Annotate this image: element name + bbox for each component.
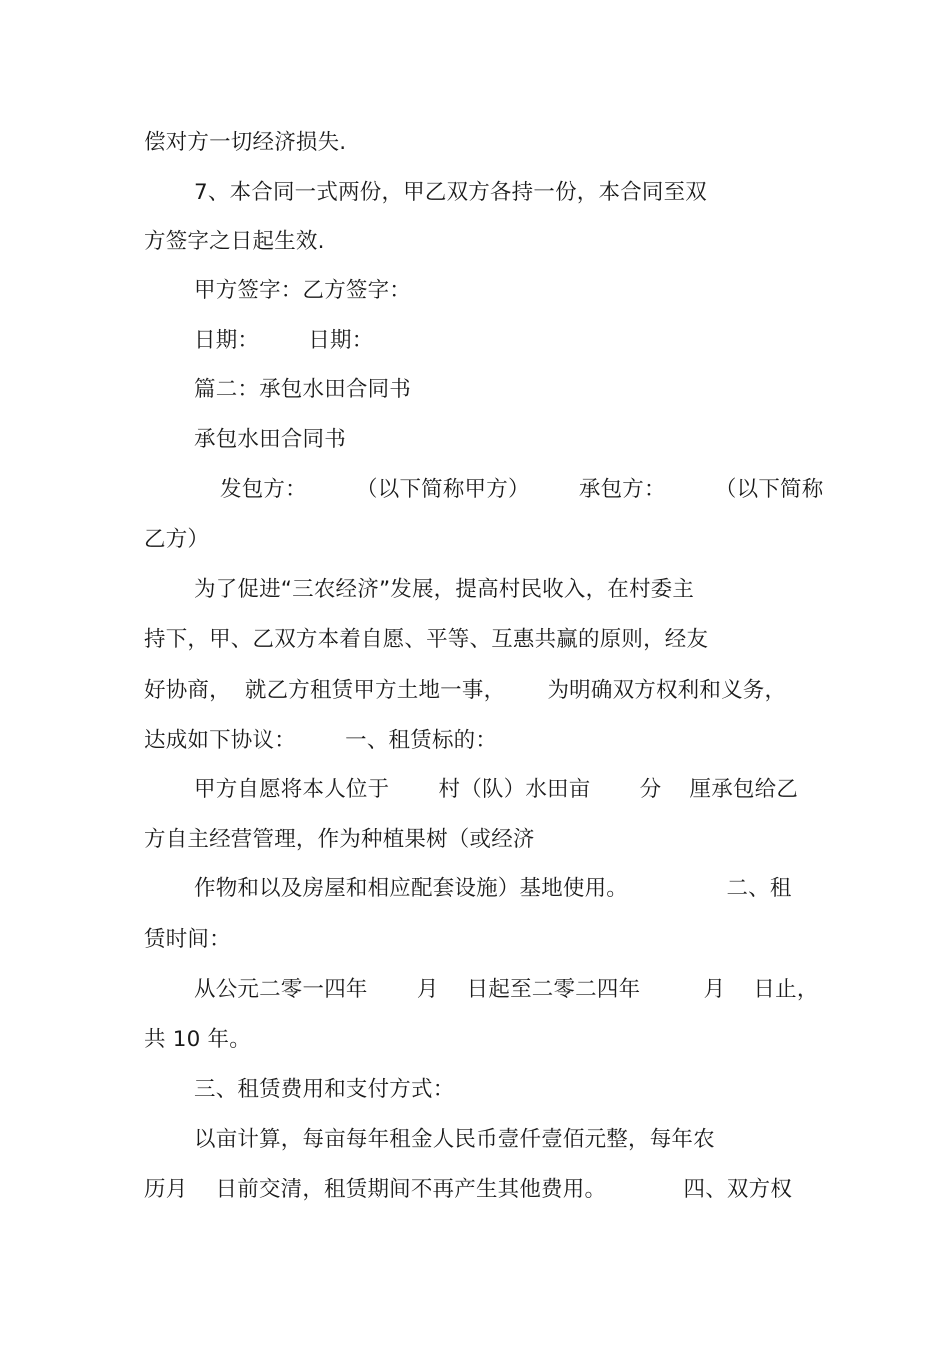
text-line: 历月 日前交清，租赁期间不再产生其他费用。 四、双方权 xyxy=(144,1177,793,1202)
text-line: 好协商， 就乙方租赁甲方土地一事， 为明确双方权利和义务， xyxy=(144,678,787,703)
text-line: 偿对方一切经济损失. xyxy=(144,130,347,155)
text-line: 方签字之日起生效. xyxy=(144,229,325,254)
text-line: 为了促进“三农经济”发展，提高村民收入，在村委主 xyxy=(194,577,695,602)
text-line: 承包水田合同书 xyxy=(194,427,346,452)
text-line: 日期： 日期： xyxy=(194,328,374,353)
text-line: 甲方自愿将本人位于 村（队）水田亩 分 厘承包给乙 xyxy=(194,777,799,802)
text-line: 三、租赁费用和支付方式： xyxy=(194,1077,455,1102)
text-line: 甲方签字：乙方签字： xyxy=(194,278,412,303)
text-line: 以亩计算，每亩每年租金人民币壹仟壹佰元整，每年农 xyxy=(194,1127,715,1152)
text-line: 方自主经营管理，作为种植果树（或经济 xyxy=(144,827,535,852)
text-line: 作物和以及房屋和相应配套设施）基地使用。 二、租 xyxy=(194,876,792,901)
text-line: 篇二：承包水田合同书 xyxy=(194,377,412,402)
text-line: 持下，甲、乙双方本着自愿、平等、互惠共赢的原则，经友 xyxy=(144,627,709,652)
text-line: 发包方： （以下简称甲方） 承包方： （以下简称 xyxy=(220,477,824,502)
text-line: 赁时间： xyxy=(144,927,231,952)
text-line: 达成如下协议： 一、租赁标的： xyxy=(144,728,498,753)
text-line: 从公元二零一四年 月 日起至二零二四年 月 日止， xyxy=(194,977,819,1002)
text-line: 共 10 年。 xyxy=(144,1027,251,1052)
text-line: 乙方） xyxy=(144,527,210,552)
text-line: 7、本合同一式两份，甲乙双方各持一份，本合同至双 xyxy=(194,180,707,205)
